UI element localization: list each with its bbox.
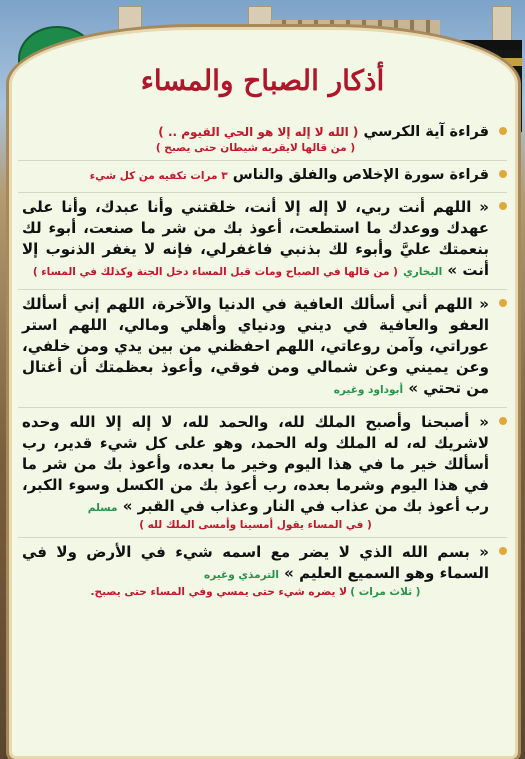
section-heading: قراءة آية الكرسي [363, 124, 489, 140]
bullet-icon [499, 547, 507, 555]
section-note: ( في المساء يقول أمسينا وأمسى الملك لله ) [139, 519, 372, 531]
section-note: لا يضره شيء حتى يمسي وفي المساء حتى يصبح. [90, 586, 347, 598]
section-note: ( من قالها في الصباح ومات قبل المساء دخل الجنة وكذلك في المساء ) [32, 266, 398, 278]
section-muawwidhat [18, 160, 507, 192]
bullet-icon [499, 202, 507, 210]
section-note: ( من قالها لايقربه شيطان حتى يصبح ) [155, 142, 356, 154]
dhikr-text: « أصبحنا وأصبح الملك لله، والحمد لله، لا إله إلا الله وحده لاشريك له، له الملك وله الحمد، وهو على كل شيء قدير، رب أسألك خير ما في هذا اليوم وخير ما بعده، وأعوذ بك من شر ما في هذا اليوم وشرما بعده، رب أعوذ بك من الكسل وسوء الكبر، رب أعوذ بك من عذاب في النار وعذاب في القبر » [22, 413, 489, 515]
dhikr-text: « اللهم أنت ربي، لا إله إلا أنت، خلقتني وأنا عبدك، وأنا على عهدك ووعدك ما استطعت، أعوذ بك من شر ما صنعت، أبوء لك بنعمتك عليَّ وأبوء لك بذنبي فاغفرلي، فإنه لا يغفر الذنوب إلا أنت » [22, 198, 489, 279]
section-asbahna [18, 407, 507, 537]
dhikr-text: « بسم الله الذي لا يضر مع اسمه شيء في الأرض ولا في السماء وهو السميع العليم » [22, 543, 489, 582]
bullet-icon [499, 299, 507, 307]
bullet-icon [499, 417, 507, 425]
section-afiyah [18, 289, 507, 407]
adhkar-list [18, 118, 507, 751]
hadith-source: أبوداود وغيره [333, 384, 404, 396]
bullet-icon [499, 127, 507, 135]
section-heading-note: ٣ مرات تكفيه من كل شيء [89, 170, 228, 182]
section-heading: قراءة سورة الإخلاص والفلق والناس [232, 167, 489, 183]
bullet-icon [499, 170, 507, 178]
hadith-source: البخاري [403, 266, 443, 278]
dhikr-text: « اللهم أني أسألك العافية في الدنيا والآخرة، اللهم إني أسألك العفو والعافية في ديني ودنياي وأهلي ومالي، اللهم استر عوراتي، وآمن روعاتي، اللهم احفظني من بين يدي ومن خلفي، وعن يميني وعن شمالي ومن فوقي، وأعوذ بعظمتك أن أغتال من تحتي » [22, 295, 489, 397]
hadith-source: مسلم [87, 502, 118, 514]
hadith-source: الترمذي وغيره [204, 569, 279, 581]
section-bismillah [18, 537, 507, 604]
section-sayyid-alistighfar [18, 192, 507, 289]
section-heading-note: ( الله لا إله إلا هو الحي القيوم .. ) [158, 125, 359, 139]
section-ayat-alkursi [18, 118, 507, 160]
repetition-note: ( ثلاث مرات ) [350, 586, 421, 598]
page-title: أذكار الصباح والمساء [140, 64, 385, 97]
